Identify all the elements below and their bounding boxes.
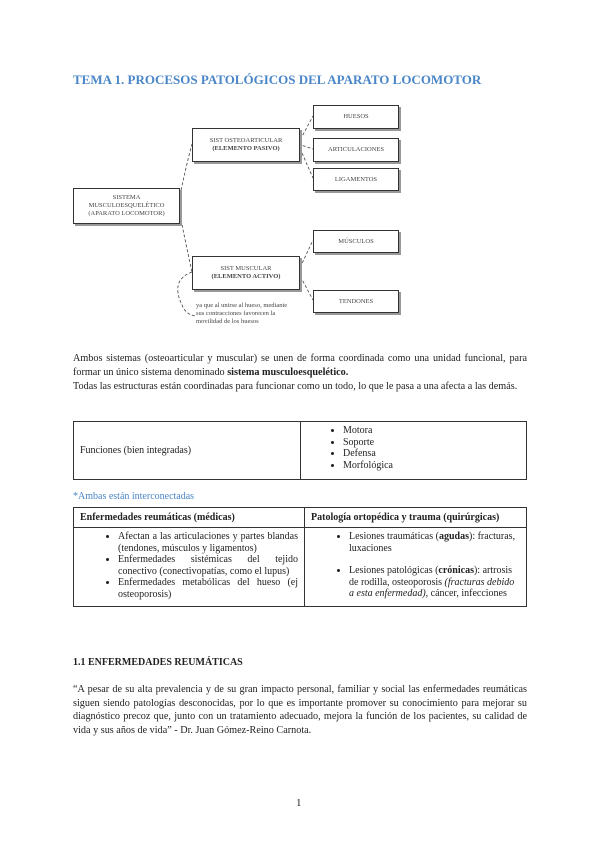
connector-ligamentos [298, 144, 313, 178]
function-item: • Motora [343, 425, 520, 437]
text: agudas [438, 531, 469, 542]
box-huesos: HUESOS [313, 105, 399, 129]
function-item: • Defensa [343, 448, 520, 460]
pathology-table [73, 507, 527, 607]
box-osteoarticular [192, 128, 300, 162]
function-item: • Soporte [343, 437, 520, 449]
box-ligamentos: LIGAMENTOS [313, 168, 399, 191]
connector-articulaciones [298, 144, 313, 149]
paragraph-intro [73, 352, 527, 394]
bold-term: sistema musculoesquelético. [227, 367, 349, 378]
ortopedica-item [349, 531, 520, 554]
text: (fracturas debido a esta enfermedad) [349, 576, 515, 599]
box-musculos: MÚSCULOS [313, 230, 399, 253]
box-text: SIST OSTEOARTICULAR [209, 137, 283, 145]
text: Todas las estructuras están coordinadas para funcionar como un todo, lo que le pasa a una afecta a las demás. [73, 381, 518, 392]
box-sistema-musculoesqueletico [73, 188, 180, 224]
connector-root-muscular [178, 205, 192, 272]
quote-paragraph: “A pesar de su alta prevalencia y de su gran impacto personal, familiar y social las enfermedades reumáticas siguen siendo patologías desconocidas, por lo que es importante promover su conocimiento para mejorar su diagnóstico precoz que, junto con un tratamiento adecuado, mejora la función de los pacientes, su calidad de vida y sus años de vida” - Dr. Juan Gómez-Reino Carnota. [73, 684, 527, 736]
text: , cáncer, infecciones [425, 588, 507, 599]
page-title: TEMA 1. PROCESOS PATOLÓGICOS DEL APARATO LOCOMOTOR [73, 72, 482, 87]
text: crónicas [438, 565, 474, 576]
connector-tendones [298, 272, 313, 300]
functions-table [73, 421, 527, 480]
connector-root-osteo [178, 144, 192, 205]
box-text: MUSCULOESQUELÉTICO [88, 202, 165, 210]
reumaticas-item: • Afectan a las articulaciones y partes blandas (tendones, músculos y ligamentos) [118, 531, 298, 554]
section-heading: 1.1 ENFERMEDADES REUMÁTICAS [73, 657, 243, 668]
box-text: (APARATO LOCOMOTOR) [88, 209, 165, 217]
text: Ambos sistemas (osteoarticular y muscular) se unen de forma coordinada como una unidad funcional, para formar un único sistema denominado [73, 353, 527, 378]
header-ortopedica: Patología ortopédica y trauma (quirúrgicas) [305, 508, 527, 528]
text: Lesiones traumáticas ( [349, 531, 439, 542]
text: ): fracturas, luxaciones [349, 531, 516, 554]
box-text: (ELEMENTO ACTIVO) [211, 273, 281, 280]
box-text: (ELEMENTO PASIVO) [212, 145, 280, 152]
functions-label: Funciones (bien integradas) [74, 422, 301, 480]
page-number: 1 [296, 797, 302, 809]
box-tendones: TENDONES [313, 290, 399, 313]
reumaticas-item: • Enfermedades sistémicas del tejido conectivo (conectivopatías, como el lupus) [118, 554, 298, 577]
diagram-note: ya que al unirse al hueso, mediante sus contracciones favorecen la movilidad de los huesos [196, 302, 288, 325]
box-text: SISTEMA [112, 194, 141, 202]
text: ): artrosis de rodilla, osteoporosis [349, 565, 513, 588]
box-muscular [192, 256, 300, 290]
header-reumaticas: Enfermedades reumáticas (médicas) [74, 508, 305, 528]
interconnected-note: *Ambas están interconectadas [73, 491, 195, 502]
text: Lesiones patológicas ( [349, 565, 439, 576]
connector-musculos [298, 240, 313, 272]
box-articulaciones: ARTICULACIONES [313, 138, 399, 162]
box-text: SIST MUSCULAR [220, 265, 272, 273]
ortopedica-item [349, 565, 520, 600]
connector-huesos [298, 116, 313, 144]
function-item: • Morfológica [343, 460, 520, 472]
reumaticas-item: • Enfermedades metabólicas del hueso (ej osteoporosis) [118, 577, 298, 600]
